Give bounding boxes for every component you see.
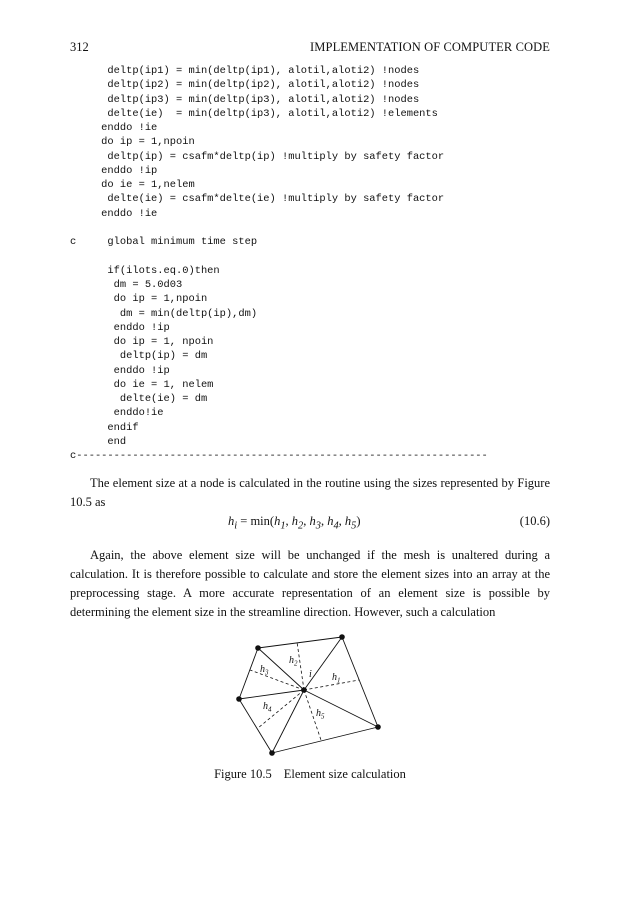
code-line: dm = 5.0d03 <box>70 278 183 291</box>
nodes <box>236 634 381 756</box>
code-line: delte(ie) = csafm*delte(ie) !multiply by safety factor <box>70 193 445 206</box>
edge-upper-left <box>239 648 258 699</box>
spokes <box>239 637 378 753</box>
code-line: do ip = 1,npoin <box>70 293 208 306</box>
code-line <box>70 221 540 235</box>
equation-body: $h_i = \min(h_1$, $h_2$, $h_3$, $h_4$, $h_5$) <box>228 514 361 532</box>
equation-term-5: $h_5$ <box>344 514 357 532</box>
label-h2: $h_2$ <box>289 655 298 668</box>
height-labels <box>260 655 341 721</box>
code-line: enddo !ip <box>70 164 158 177</box>
code-line: do ip = 1,npoin <box>70 136 195 149</box>
figure-10-5 <box>230 628 390 760</box>
height-line-h3 <box>250 670 304 690</box>
equation-term-3: $h_3$ <box>309 514 321 532</box>
code-line <box>70 249 540 263</box>
label-h3: $h_3$ <box>260 664 269 677</box>
equation-lhs-sub: i <box>234 520 238 532</box>
label-i: i <box>309 669 312 680</box>
caption-text: Element size calculation <box>283 767 406 781</box>
equation-lhs: h <box>228 514 235 528</box>
code-line: enddo !ip <box>70 364 170 377</box>
equation-term-1: $h_1$ <box>274 514 286 532</box>
spoke-bottom-left <box>272 690 304 753</box>
edge-bottom <box>272 727 378 753</box>
code-line: deltp(ip3) = min(deltp(ip3), alotil,aloti2) !nodes <box>70 93 420 106</box>
code-line: do ie = 1,nelem <box>70 179 195 192</box>
node-left <box>236 696 242 702</box>
node-bottom-right <box>375 724 381 730</box>
paragraph-1-text: The element size at a node is calculated in the routine using the sizes represented by Figure 10.5 as <box>70 476 550 509</box>
label-h4: $h_4$ <box>263 701 272 714</box>
code-line: c global minimum time step <box>70 236 258 249</box>
edge-top <box>258 637 342 648</box>
code-line: enddo!ie <box>70 407 164 420</box>
node-bottom-left <box>269 750 275 756</box>
code-line: enddo !ie <box>70 207 158 220</box>
paragraph-2-text: Again, the above element size will be unchanged if the mesh is unaltered during a calculation. It is therefore possible to calculate and store the element sizes into an array at the preprocessing stage. A more accurate representation of an element size is possible by determining the element size in the streamline direction. However, such a calculation <box>70 548 550 619</box>
code-listing <box>70 64 540 463</box>
caption-label: Figure 10.5 <box>214 767 272 781</box>
code-line: dm = min(deltp(ip),dm) <box>70 307 258 320</box>
code-line: do ip = 1, npoin <box>70 336 214 349</box>
paragraph-element-storage <box>70 546 550 622</box>
code-line: delte(ie) = min(deltp(ip3), alotil,aloti2) !elements <box>70 107 438 120</box>
node-top-right <box>339 634 345 640</box>
code-line: deltp(ip) = dm <box>70 350 208 363</box>
equation-number: (10.6) <box>519 514 550 528</box>
equation-close: ) <box>356 514 361 528</box>
code-line: deltp(ip1) = min(deltp(ip1), alotil,aloti2) !nodes <box>70 65 420 77</box>
equation-term-2: $h_2$ <box>291 514 304 532</box>
equation-10-6 <box>70 514 550 534</box>
code-line: end <box>70 435 127 448</box>
code-line: deltp(ip) = csafm*deltp(ip) !multiply by safety factor <box>70 150 445 163</box>
node-center <box>301 687 307 693</box>
code-line: do ie = 1, nelem <box>70 378 214 391</box>
code-line: if(ilots.eq.0)then <box>70 264 220 277</box>
figure-caption <box>70 767 550 782</box>
paragraph-element-size <box>70 474 550 512</box>
code-line: deltp(ip2) = min(deltp(ip2), alotil,aloti2) !nodes <box>70 79 420 92</box>
element-size-diagram <box>230 628 390 760</box>
code-line: enddo !ip <box>70 321 170 334</box>
page-header <box>70 40 550 56</box>
running-title: IMPLEMENTATION OF COMPUTER CODE <box>310 40 550 54</box>
code-line: delte(ie) = dm <box>70 393 208 406</box>
code-line: endif <box>70 421 139 434</box>
label-h5: $h_5$ <box>316 708 325 721</box>
page-number: 312 <box>70 40 89 54</box>
label-h1: $h_1$ <box>332 672 341 685</box>
polygon-outline <box>239 637 378 753</box>
code-line: c------------------------------------------------------------------ <box>70 450 488 463</box>
node-top-left <box>255 645 261 651</box>
equation-min: = min( <box>237 514 275 528</box>
equation-term-4: $h_4$ <box>327 514 339 532</box>
code-line: enddo !ie <box>70 122 158 135</box>
height-line-h2 <box>297 642 304 690</box>
